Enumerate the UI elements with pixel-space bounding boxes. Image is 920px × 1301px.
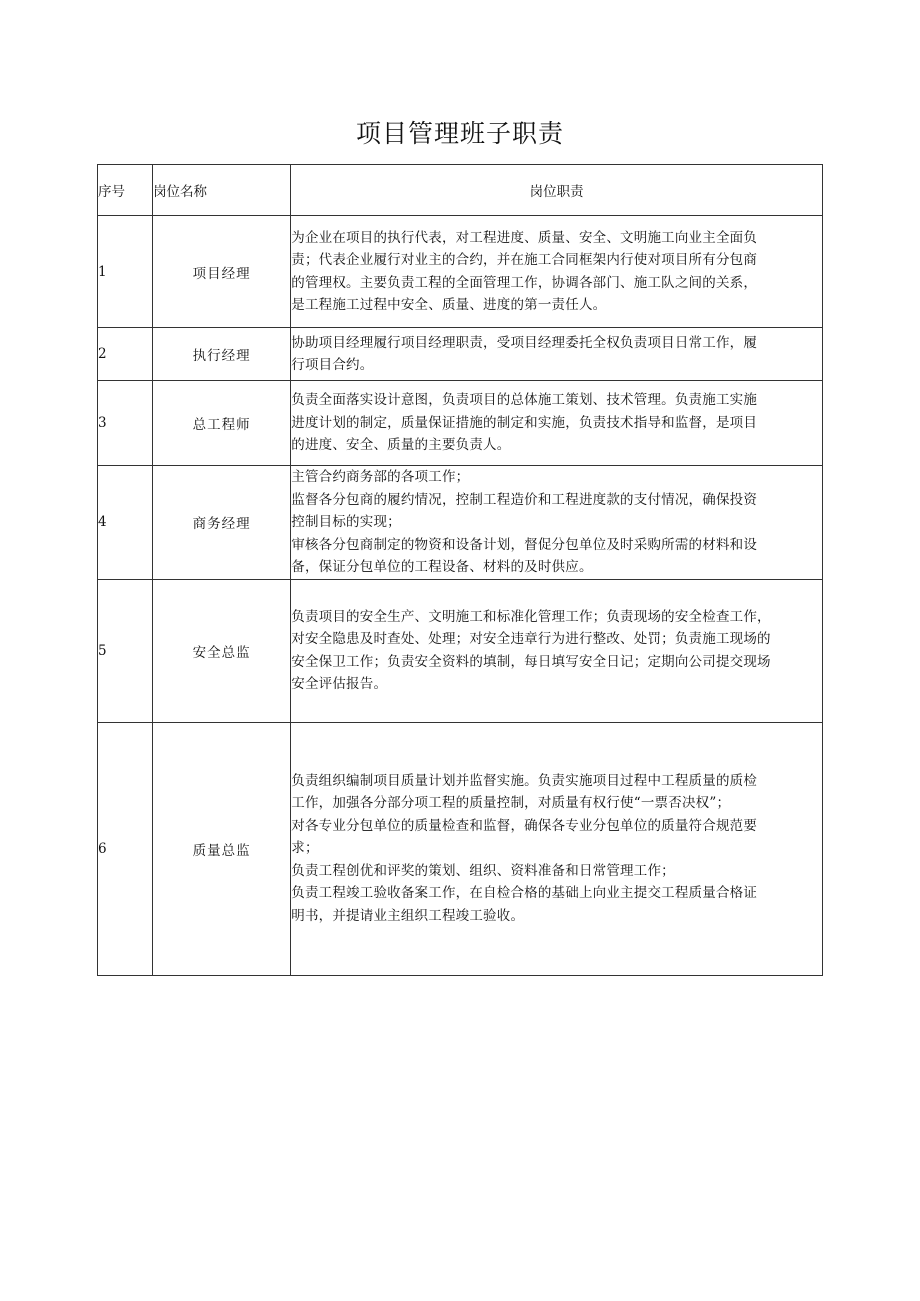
row-duties (291, 328, 823, 381)
row-duties (291, 722, 823, 975)
duty-line: 为企业在项目的执行代表，对工程进度、质量、安全、文明施工向业主全面负 (291, 229, 758, 246)
duty-line: 监督各分包商的履约情况，控制工程造价和工程进度款的支付情况，确保投资 (291, 491, 758, 508)
row-position: 商务经理 (153, 466, 291, 580)
header-position: 岗位名称 (153, 165, 291, 216)
duty-line: 负责工程创优和评奖的策划、组织、资料准备和日常管理工作； (291, 862, 675, 879)
row-position: 执行经理 (153, 328, 291, 381)
table-row (98, 381, 823, 466)
table-row (98, 722, 823, 975)
duty-line: 备，保证分包单位的工程设备、材料的及时供应。 (291, 559, 593, 575)
row-position: 质量总监 (153, 722, 291, 975)
duty-line: 的进度、安全、质量的主要负责人。 (291, 437, 511, 454)
duty-line: 是工程施工过程中安全、质量、进度的第一责任人。 (291, 297, 607, 313)
duty-line: 求； (291, 840, 319, 857)
row-duties (291, 216, 823, 328)
row-number: 1 (98, 216, 153, 328)
table-row (98, 328, 823, 381)
duty-line: 安全评估报告。 (291, 676, 388, 692)
duty-line: 对安全隐患及时查处、处理；对安全违章行为进行整改、处罚；负责施工现场的 (291, 631, 771, 647)
row-duties (291, 466, 823, 580)
duty-line: 负责全面落实设计意图，负责项目的总体施工策划、技术管理。负责施工实施 (291, 392, 758, 409)
duty-line: 协助项目经理履行项目经理职责，受项目经理委托全权负责项目日常工作，履 (291, 334, 758, 351)
duty-line: 安全保卫工作；负责安全资料的填制，每日填写安全日记；定期向公司提交现场 (291, 653, 771, 670)
row-duties (291, 381, 823, 466)
duty-line: 责；代表企业履行对业主的合约，并在施工合同框架内行使对项目所有分包商 (291, 252, 758, 268)
duties-table (97, 164, 823, 976)
row-position: 项目经理 (153, 216, 291, 328)
row-position: 总工程师 (153, 381, 291, 466)
duty-line: 负责组织编制项目质量计划并监督实施。负责实施项目过程中工程质量的质检 (291, 772, 758, 789)
duty-line: 的管理权。主要负责工程的全面管理工作，协调各部门、施工队之间的关系， (291, 274, 758, 291)
row-position: 安全总监 (153, 579, 291, 722)
table-header-row (98, 165, 823, 216)
duty-line: 工作，加强各分部分项工程的质量控制，对质量有权行使“一票否决权”； (291, 795, 731, 812)
row-number: 3 (98, 381, 153, 466)
table-row (98, 466, 823, 580)
row-number: 4 (98, 466, 153, 580)
duty-line: 行项目合约。 (291, 357, 374, 373)
table-row (98, 579, 823, 722)
duty-line: 明书，并提请业主组织工程竣工验收。 (291, 907, 525, 924)
duty-line: 负责项目的安全生产、文明施工和标准化管理工作；负责现场的安全检查工作， (291, 608, 771, 625)
duty-line: 主管合约商务部的各项工作； (291, 469, 470, 485)
row-number: 2 (98, 328, 153, 381)
row-duties (291, 579, 823, 722)
page-title: 项目管理班子职责 (355, 119, 564, 148)
duty-line: 进度计划的制定，质量保证措施的制定和实施，负责技术指导和监督，是项目 (291, 414, 758, 431)
table-row (98, 216, 823, 328)
duty-line: 控制目标的实现； (291, 514, 401, 530)
header-duties: 岗位职责 (291, 165, 823, 216)
duty-line: 负责工程竣工验收备案工作，在自检合格的基础上向业主提交工程质量合格证 (291, 885, 758, 902)
duty-line: 审核各分包商制定的物资和设备计划，督促分包单位及时采购所需的材料和设 (291, 536, 758, 553)
row-number: 5 (98, 579, 153, 722)
row-number: 6 (98, 722, 153, 975)
header-no: 序号 (98, 165, 153, 216)
duty-line: 对各专业分包单位的质量检查和监督，确保各专业分包单位的质量符合规范要 (291, 817, 758, 834)
